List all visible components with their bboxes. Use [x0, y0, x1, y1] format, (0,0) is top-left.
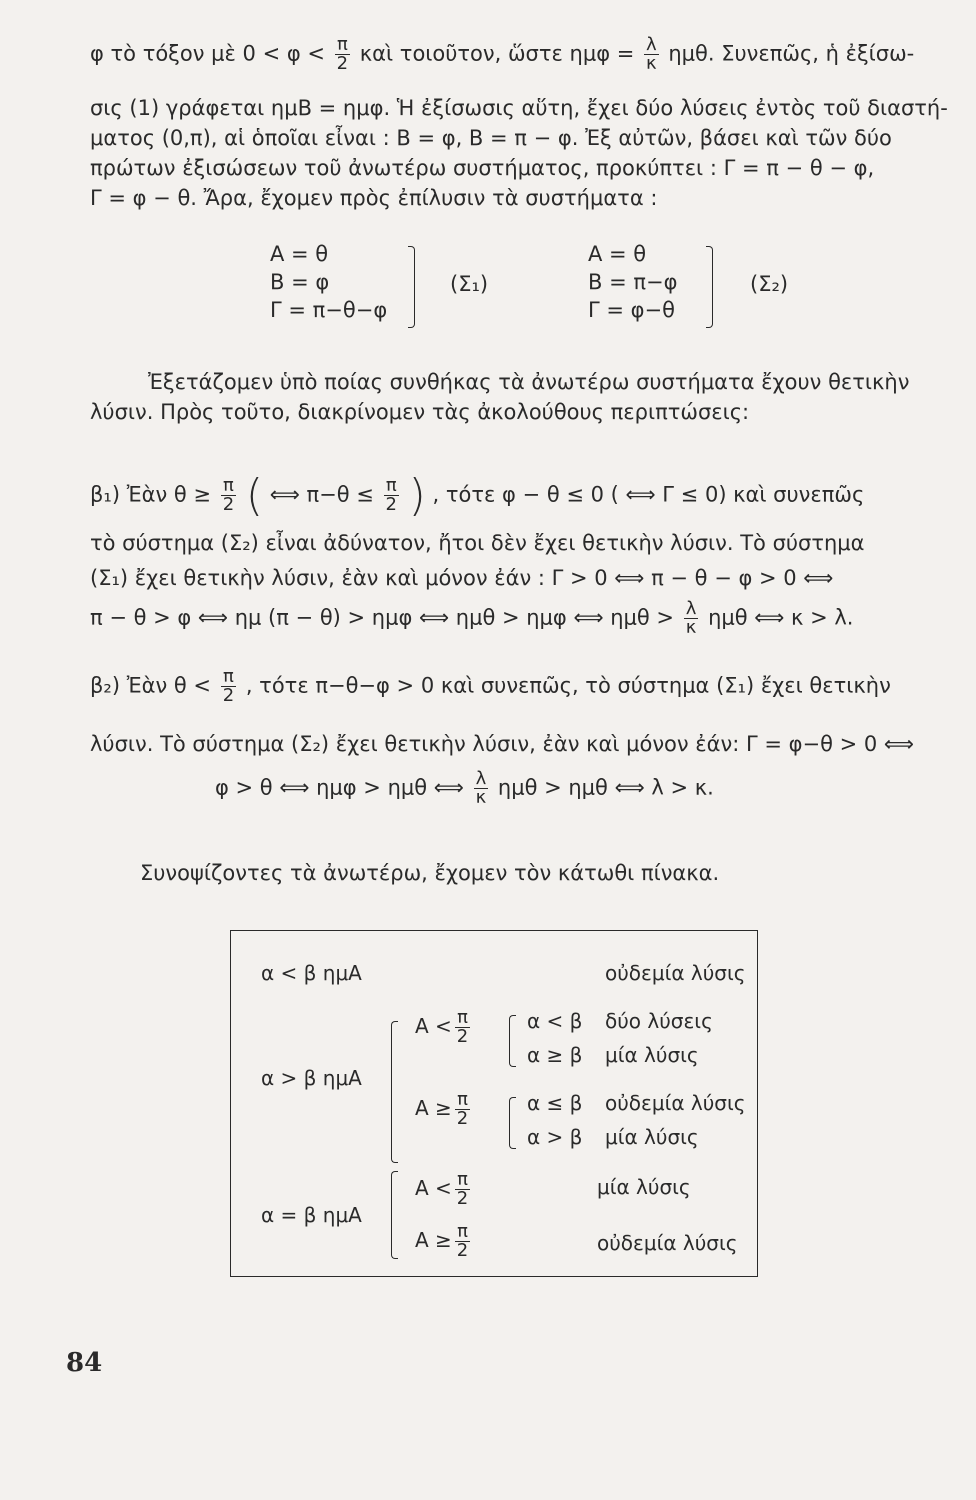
row3-result1: μία λύσις	[597, 1175, 691, 1199]
para1-line2: σις (1) γράφεται ημΒ = ημφ. Ἡ ἐξίσωσις αὕτη, ἔχει δύο λύσεις ἐντὸς τοῦ διαστή-	[90, 96, 948, 120]
row3-angle-cond1: Α < $\frac{\pi}{2}$	[415, 1169, 469, 1209]
case1-line3: (Σ₁) ἔχει θετικὴν λύσιν, ἐὰν καὶ μόνον ἐάν : Γ > 0 ⟺ π − θ − φ > 0 ⟺	[90, 566, 834, 590]
case1-line4	[90, 600, 853, 637]
text-segment: καὶ τοιοῦτον, ὥστε ημφ =	[359, 41, 635, 66]
fraction-pi-over-2: $\frac{\pi}{2}$	[385, 475, 397, 515]
text-segment: β₂) Ἐὰν θ <	[90, 673, 211, 698]
fraction-pi-over-2: $\frac{\pi}{2}$	[456, 1221, 469, 1261]
system-eq: Α = θ	[588, 242, 647, 266]
system-eq: Β = π−φ	[588, 270, 678, 294]
system-sigma1-label: (Σ₁)	[450, 272, 489, 296]
row2-side-cond3: α ≤ β	[527, 1091, 583, 1115]
fraction-lambda-over-kappa: $\frac{\lambda}{\kappa}$	[646, 34, 657, 74]
left-brace	[391, 1021, 398, 1163]
row3-result2: οὐδεμία λύσις	[597, 1231, 738, 1255]
close-paren: )	[408, 470, 426, 521]
text-segment: φ τὸ τόξον μὲ 0 < φ <	[90, 41, 325, 66]
text-segment: ημθ. Συνεπῶς, ἡ ἐξίσω-	[668, 41, 915, 66]
row2-result4: μία λύσις	[605, 1125, 699, 1149]
system-sigma2-label: (Σ₂)	[750, 272, 789, 296]
text-segment: φ > θ ⟺ ημφ > ημθ ⟺	[215, 775, 464, 800]
row2-condition: α > β ημΑ	[261, 1066, 362, 1090]
fraction-pi-over-2: $\frac{\pi}{2}$	[456, 1089, 469, 1129]
summary-table	[230, 930, 758, 1277]
text-segment: β₁) Ἐὰν θ ≥	[90, 482, 211, 507]
fraction-pi-over-2: $\frac{\pi}{2}$	[336, 34, 349, 74]
row2-result3: οὐδεμία λύσις	[605, 1091, 746, 1115]
text-segment: ημθ ⟺ κ > λ.	[708, 605, 854, 630]
row2-result1: δύο λύσεις	[605, 1009, 713, 1033]
row2-side-cond4: α > β	[527, 1125, 583, 1149]
text-segment: , τότε φ − θ ≤ 0 ( ⟺ Γ ≤ 0) καὶ συνεπῶς	[432, 482, 865, 507]
para2-line1: Ἐξετάζομεν ὑπὸ ποίας συνθήκας τὰ ἀνωτέρω συστήματα ἔχουν θετικὴν	[148, 370, 910, 394]
case1-line2: τὸ σύστημα (Σ₂) εἶναι ἀδύνατον, ἤτοι δὲν ἔχει θετικὴν λύσιν. Τὸ σύστημα	[90, 531, 865, 555]
right-brace	[706, 246, 713, 328]
para1-line4: πρώτων ἐξισώσεων τοῦ ἀνωτέρω συστήματος, προκύπτει : Γ = π − θ − φ,	[90, 156, 875, 180]
system-sigma1	[270, 240, 387, 324]
text-segment: ημθ > ημθ ⟺ λ > κ.	[497, 775, 714, 800]
right-brace	[408, 246, 415, 328]
system-eq: Α = θ	[270, 242, 329, 266]
row2-side-cond1: α < β	[527, 1009, 583, 1033]
text-segment: π − θ > φ ⟺ ημ (π − θ) > ημφ ⟺ ημθ > ημφ ⟺ ημθ >	[90, 605, 675, 630]
row3-angle-cond2: Α ≥ $\frac{\pi}{2}$	[415, 1221, 469, 1261]
text-segment: ⟺ π−θ ≤	[269, 482, 374, 507]
left-brace	[509, 1015, 516, 1067]
open-paren: (	[245, 470, 263, 521]
page-number: 84	[66, 1348, 103, 1378]
fraction-pi-over-2: $\frac{\pi}{2}$	[456, 1169, 469, 1209]
row2-angle-cond1: Α < $\frac{\pi}{2}$	[415, 1007, 469, 1047]
row1-result: οὐδεμία λύσις	[605, 961, 746, 985]
row2-result2: μία λύσις	[605, 1043, 699, 1067]
case2-line3	[215, 770, 714, 807]
fraction-pi-over-2: $\frac{\pi}{2}$	[456, 1007, 469, 1047]
case2-line1	[90, 668, 891, 705]
fraction-lambda-over-kappa: $\frac{\lambda}{\kappa}$	[475, 768, 487, 808]
row3-condition: α = β ημΑ	[261, 1203, 362, 1227]
para1-line1	[90, 36, 914, 73]
row2-side-cond2: α ≥ β	[527, 1043, 583, 1067]
system-eq: Γ = φ−θ	[588, 298, 675, 322]
fraction-lambda-over-kappa: $\frac{\lambda}{\kappa}$	[685, 598, 697, 638]
summary-line: Συνοψίζοντες τὰ ἀνωτέρω, ἔχομεν τὸν κάτωθι πίνακα.	[140, 861, 720, 885]
fraction-pi-over-2: $\frac{\pi}{2}$	[222, 475, 235, 515]
left-brace	[509, 1097, 516, 1149]
row2-angle-cond2: Α ≥ $\frac{\pi}{2}$	[415, 1089, 469, 1129]
text-segment: , τότε π−θ−φ > 0 καὶ συνεπῶς, τὸ σύστημα (Σ₁) ἔχει θετικὴν	[245, 673, 891, 698]
system-eq: Γ = π−θ−φ	[270, 298, 388, 322]
para2-line2: λύσιν. Πρὸς τοῦτο, διακρίνομεν τὰς ἀκολούθους περιπτώσεις:	[90, 400, 750, 424]
case2-line2: λύσιν. Τὸ σύστημα (Σ₂) ἔχει θετικὴν λύσιν, ἐὰν καὶ μόνον ἐάν: Γ = φ−θ > 0 ⟺	[90, 732, 915, 756]
fraction-pi-over-2: $\frac{\pi}{2}$	[222, 666, 235, 706]
row1-condition: α < β ημΑ	[261, 961, 362, 985]
case1-line1	[90, 470, 864, 521]
system-eq: Β = φ	[270, 270, 330, 294]
para1-line5: Γ = φ − θ. Ἄρα, ἔχομεν πρὸς ἐπίλυσιν τὰ συστήματα :	[90, 186, 658, 210]
para1-line3: ματος (0,π), αἱ ὁποῖαι εἶναι : Β = φ, Β = π − φ. Ἐξ αὐτῶν, βάσει καὶ τῶν δύο	[90, 126, 892, 150]
left-brace	[391, 1171, 398, 1259]
system-sigma2	[588, 240, 677, 324]
